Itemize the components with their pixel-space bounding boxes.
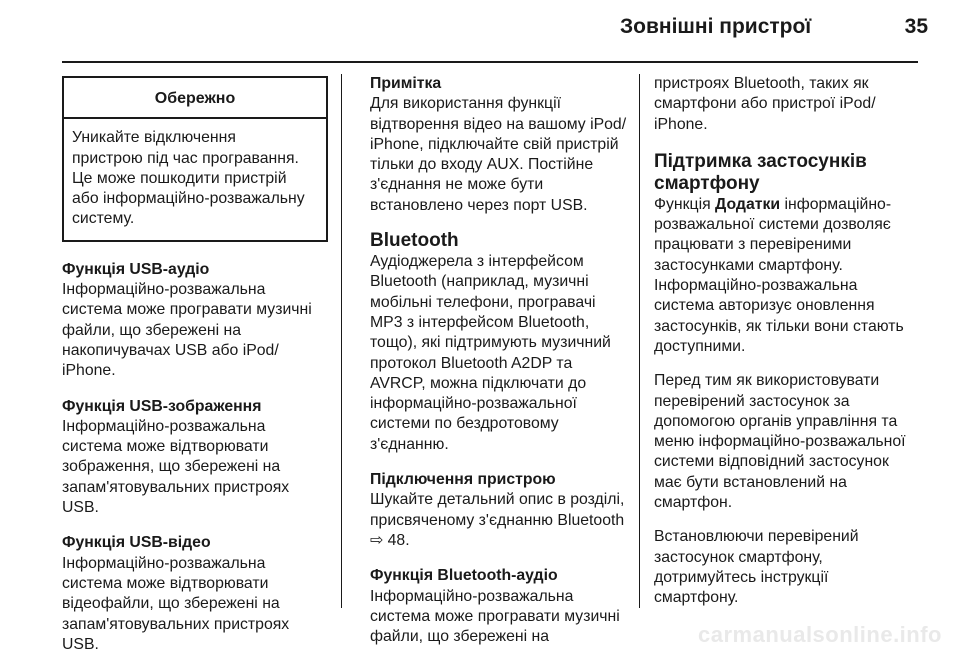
text-line: система авторизує оновлення bbox=[654, 297, 875, 315]
text-line: системи по бездротовому bbox=[370, 415, 559, 433]
text-line: система може відтворювати bbox=[62, 438, 269, 456]
connect-device-title: Підключення пристрою bbox=[370, 471, 556, 489]
arrow-right-icon: ⇨ bbox=[370, 531, 384, 549]
text-line: файли, що збережені на bbox=[370, 628, 550, 646]
text-line: Інформаційно-розважальна bbox=[62, 417, 266, 435]
page-reference-number: 48. bbox=[387, 531, 410, 549]
text-line bbox=[654, 195, 924, 215]
text-line: перевірений застосунок за bbox=[654, 392, 850, 410]
usb-audio-text bbox=[62, 280, 332, 381]
text-line: тощо), які підтримують музичний bbox=[370, 334, 611, 352]
text-line: файли, що збережені на bbox=[62, 321, 242, 339]
page-title: Зовнішні пристрої bbox=[620, 15, 812, 38]
warning-title: Обережно bbox=[64, 78, 326, 119]
text-span: Функція bbox=[654, 195, 716, 213]
text-line: USB. bbox=[62, 499, 99, 517]
text-line: протокол Bluetooth A2DP та bbox=[370, 354, 573, 372]
column-divider-1 bbox=[341, 74, 342, 608]
usb-image-text bbox=[62, 417, 332, 518]
text-span: інформаційно- bbox=[780, 195, 892, 213]
apps-paragraph-1 bbox=[654, 195, 924, 357]
column-divider-2 bbox=[639, 74, 640, 608]
bluetooth-audio-title: Функція Bluetooth-аудіо bbox=[370, 567, 558, 585]
text-line: мобільні телефони, програвачі bbox=[370, 293, 596, 311]
text-line: пристрою під час програвання. bbox=[72, 149, 299, 167]
text-line: Перед тим як використовувати bbox=[654, 372, 880, 390]
page-reference[interactable] bbox=[370, 531, 632, 551]
text-line: Інформаційно-розважальна bbox=[62, 554, 266, 572]
text-line: запам'ятовувальних пристроях bbox=[62, 478, 290, 496]
text-line: з'єднання не може бути bbox=[370, 176, 544, 194]
text-line: відтворення відео на вашому iPod/ bbox=[370, 115, 627, 133]
apps-paragraph-3 bbox=[654, 527, 924, 608]
text-line: встановлено через порт USB. bbox=[370, 196, 588, 214]
text-line: Аудіоджерела з інтерфейсом bbox=[370, 253, 584, 271]
text-line: застосунок смартфону, bbox=[654, 548, 823, 566]
text-line: або інформаційно-розважальну bbox=[72, 190, 305, 208]
text-line: смартфону. bbox=[654, 589, 739, 607]
text-line: Інформаційно-розважальна bbox=[370, 587, 574, 605]
text-line: дотримуйтесь інструкції bbox=[654, 568, 829, 586]
text-line: смартфон. bbox=[654, 494, 733, 512]
text-line: з'єднанню. bbox=[370, 435, 449, 453]
column-1 bbox=[62, 76, 332, 655]
text-line: система може відтворювати bbox=[62, 574, 269, 592]
text-line: Для використання функції bbox=[370, 95, 561, 113]
bluetooth-text bbox=[370, 252, 632, 455]
text-line: працювати з перевіреними bbox=[654, 236, 852, 254]
usb-video-title: Функція USB-відео bbox=[62, 534, 211, 552]
text-line: відеофайли, що збережені на bbox=[62, 595, 280, 613]
usb-image-title: Функція USB-зображення bbox=[62, 397, 262, 415]
text-line: iPhone. bbox=[62, 362, 116, 380]
apps-keyword: Додатки bbox=[715, 195, 781, 213]
text-line: має бути встановлений на bbox=[654, 473, 847, 491]
text-line: Інформаційно-розважальна bbox=[62, 281, 266, 299]
text-line: Інформаційно-розважальна bbox=[654, 277, 858, 295]
continued-text bbox=[654, 74, 924, 135]
text-line: Bluetooth (наприклад, музичні bbox=[370, 273, 589, 291]
text-line: зображення, що збережені на bbox=[62, 458, 281, 476]
text-line: Уникайте відключення bbox=[72, 129, 236, 147]
text-line: меню інформаційно-розважальної bbox=[654, 433, 906, 451]
text-line: застосунків, як тільки вони стають bbox=[654, 317, 904, 335]
text-line: систему. bbox=[72, 210, 135, 228]
text-line: тільки до входу AUX. Постійне bbox=[370, 156, 594, 174]
text-line: системи відповідний застосунок bbox=[654, 453, 889, 471]
text-line: iPhone, підключайте свій пристрій bbox=[370, 135, 619, 153]
text-line: застосунками смартфону. bbox=[654, 256, 843, 274]
apps-paragraph-2 bbox=[654, 371, 924, 513]
header-rule bbox=[62, 61, 918, 63]
text-line: присвяченому з'єднанню Bluetooth bbox=[370, 511, 625, 529]
text-line: накопичувачах USB або iPod/ bbox=[62, 341, 279, 359]
text-line: доступними. bbox=[654, 337, 746, 355]
text-line: система може програвати музичні bbox=[62, 301, 312, 319]
column-2 bbox=[370, 74, 632, 647]
bluetooth-heading: Bluetooth bbox=[370, 230, 459, 252]
column-3 bbox=[654, 74, 924, 609]
watermark-text: carmanualsonline.info bbox=[698, 622, 942, 647]
text-line: USB. bbox=[62, 635, 99, 653]
text-line: AVRCP, можна підключати до bbox=[370, 374, 587, 392]
text-line: пристроях Bluetooth, таких як bbox=[654, 75, 869, 92]
connect-device-text bbox=[370, 490, 632, 551]
warning-text bbox=[64, 119, 326, 239]
usb-audio-title: Функція USB-аудіо bbox=[62, 260, 210, 278]
text-line: Це може пошкодити пристрій bbox=[72, 169, 287, 187]
page-number: 35 bbox=[904, 15, 928, 38]
text-line: смартфони або пристрої iPod/ bbox=[654, 95, 876, 113]
text-line: розважальної системи дозволяє bbox=[654, 216, 891, 234]
text-line: запам'ятовувальних пристроях bbox=[62, 615, 290, 633]
text-line: iPhone. bbox=[654, 115, 708, 133]
text-line: інформаційно-розважальної bbox=[370, 395, 577, 413]
note-title: Примітка bbox=[370, 75, 442, 92]
apps-heading: Підтримка застосунків смартфону bbox=[654, 150, 867, 194]
text-line: Шукайте детальний опис в розділі, bbox=[370, 491, 625, 509]
text-line: MP3 з інтерфейсом Bluetooth, bbox=[370, 313, 590, 331]
text-line: Встановлюючи перевірений bbox=[654, 528, 859, 546]
text-line: система може програвати музичні bbox=[370, 607, 620, 625]
warning-box bbox=[62, 76, 328, 242]
text-line: допомогою органів управління та bbox=[654, 412, 898, 430]
note-text bbox=[370, 94, 632, 216]
